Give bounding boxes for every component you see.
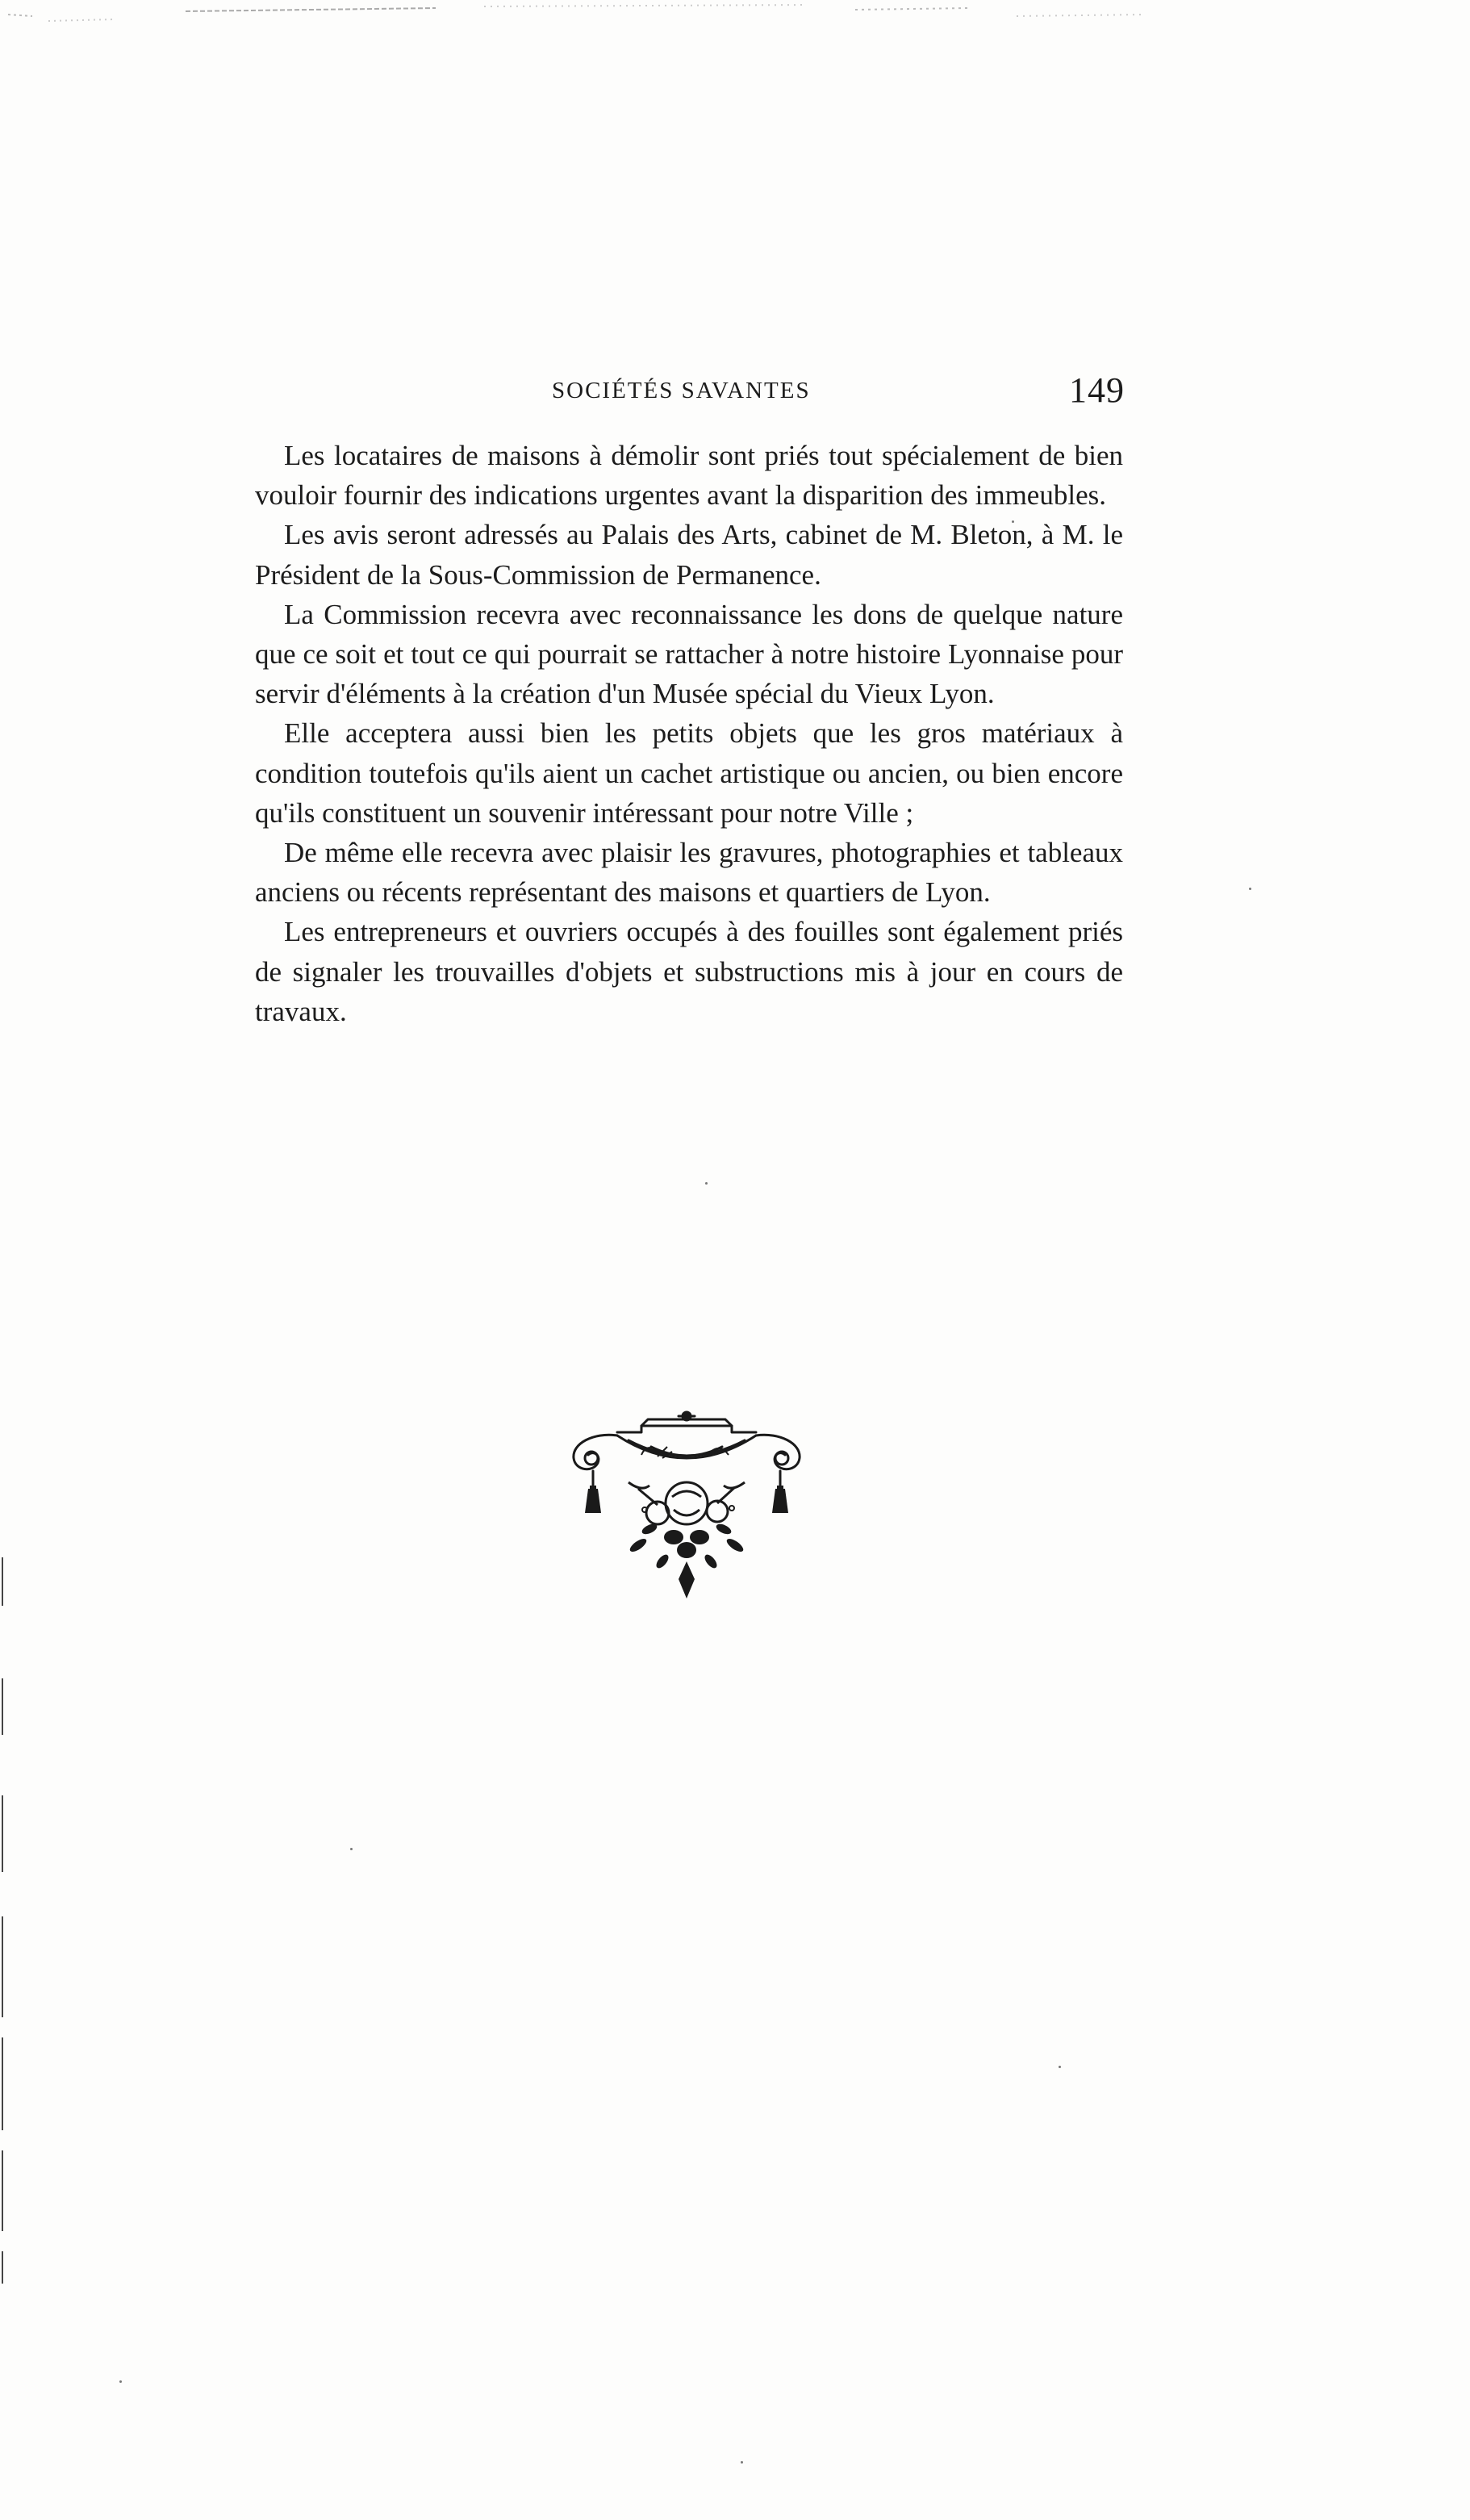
margin-rule [2, 2150, 3, 2231]
running-head [255, 370, 1123, 418]
paragraph: Les locataires de maisons à démolir sont priés tout spécialement de bien vouloir fournir des indications urgentes avant la disparition des immeubles. [255, 440, 1123, 512]
speck [741, 2461, 743, 2464]
speck [1249, 888, 1251, 890]
paragraph: Elle acceptera aussi bien les petits objets que les gros matériaux à condition toutefois qu'ils aient un cachet artistique ou ancien, ou bien encore qu'ils constituent un souvenir intéressant pour notre Ville ; [255, 717, 1123, 829]
margin-rule [2, 2251, 3, 2284]
scan-noise [0, 0, 1470, 32]
paragraph: La Commission recevra avec reconnaissance les dons de quelque nature que ce soit et tout ce qui pourrait se rattacher à notre histoire Lyonnaise pour servir d'éléments à la création d'un Musée spécial du Vieux Lyon. [255, 598, 1123, 710]
speck [1059, 2066, 1061, 2068]
margin-rule [2, 1557, 3, 1606]
margin-rule [2, 2037, 3, 2130]
body-text [255, 436, 1123, 1031]
paragraph: Les avis seront adressés au Palais des Arts, cabinet de M. Bleton, à M. le Président de la Sous-Commission de Permanence. [255, 519, 1123, 591]
running-title: SOCIÉTÉS SAVANTES [552, 378, 811, 403]
margin-rule [2, 1916, 3, 2017]
floral-vignette-icon [561, 1408, 812, 1602]
speck [350, 1848, 353, 1850]
speck [705, 1182, 708, 1185]
margin-rule [2, 1678, 3, 1735]
page-number: 149 [1069, 370, 1125, 410]
margin-rule [2, 1795, 3, 1872]
paragraph: Les entrepreneurs et ouvriers occupés à des fouilles sont également priés de signaler les trouvailles d'objets et substructions mis à jour en cours de travaux. [255, 916, 1123, 1027]
paragraph: De même elle recevra avec plaisir les gravures, photographies et tableaux anciens ou récents représentant des maisons et quartiers de Lyon. [255, 837, 1123, 909]
speck [119, 2380, 122, 2383]
